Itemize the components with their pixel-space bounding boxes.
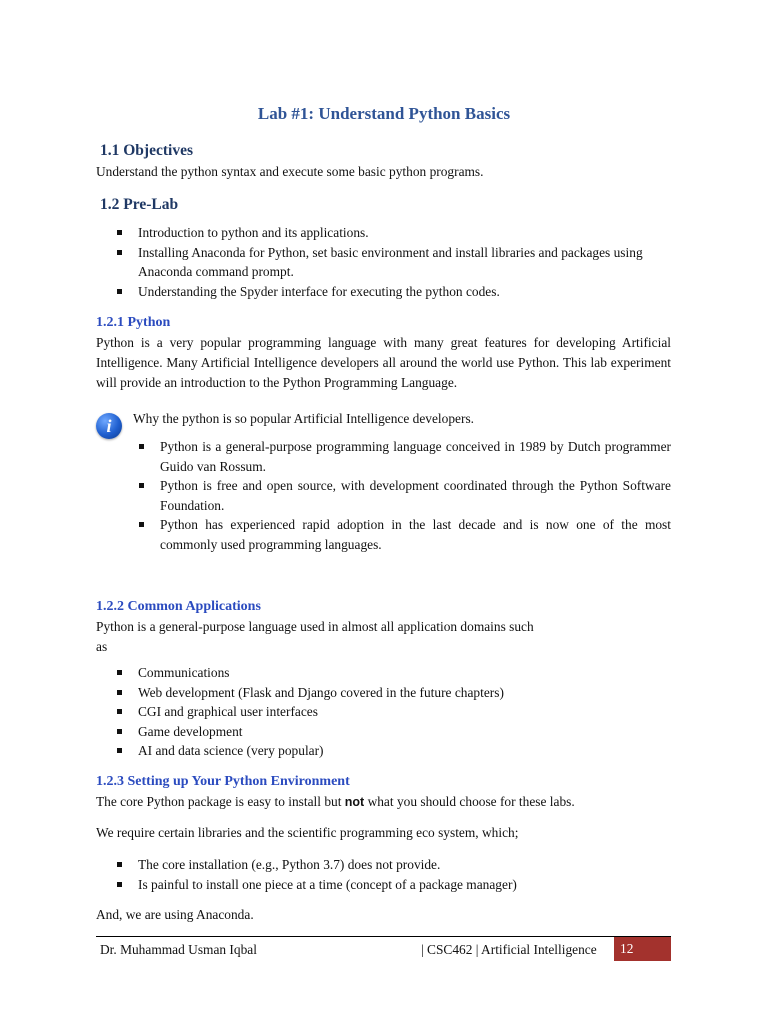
environment-text3: And, we are using Anaconda. [96,907,254,922]
list-item: Is painful to install one piece at a time (concept of a package manager) [116,875,671,895]
objectives-heading: 1.1 Objectives [100,142,193,159]
list-item: Game development [116,722,671,742]
info-intro: Why the python is so popular Artificial Intelligence developers. [133,411,474,426]
objectives-text: Understand the python syntax and execute some basic python programs. [96,164,484,179]
list-item: Python has experienced rapid adoption in the last decade and is now one of the most commonly used programming languages. [138,515,671,554]
list-item: Understanding the Spyder interface for executing the python codes. [116,282,671,302]
page-number: 12 [614,937,671,961]
environment-heading: 1.2.3 Setting up Your Python Environment [96,774,350,789]
list-item: Python is a general-purpose programming language conceived in 1989 by Dutch programmer Guido van Rossum. [138,437,671,476]
python-text: Python is a very popular programming language with many great features for developing Artificial Intelligence. Many Artificial Intelligence developers all around the world use Python. This lab experiment will provide an introduction to the Python Programming Language. [96,335,671,390]
environment-list [116,855,671,894]
environment-text-before: The core Python package is easy to install but [96,794,345,809]
list-item: Python is free and open source, with development coordinated through the Python Software Foundation. [138,476,671,515]
environment-text-after: what you should choose for these labs. [364,794,575,809]
prelab-list [116,223,671,301]
footer-course: | CSC462 | Artificial Intelligence [421,942,597,957]
environment-text2: We require certain libraries and the scientific programming eco system, which; [96,825,519,840]
footer-author: Dr. Muhammad Usman Iqbal [100,942,257,957]
footer-divider [96,936,671,937]
python-heading: 1.2.1 Python [96,315,171,330]
applications-list [116,663,671,761]
list-item: CGI and graphical user interfaces [116,702,671,722]
list-item: Communications [116,663,671,683]
list-item: AI and data science (very popular) [116,741,671,761]
info-icon: i [96,413,122,439]
applications-text-line2: as [96,639,108,654]
applications-heading: 1.2.2 Common Applications [96,599,261,614]
page-title: Lab #1: Understand Python Basics [257,104,511,123]
environment-text [96,794,575,810]
info-list [138,437,671,554]
list-item: Introduction to python and its applications. [116,223,671,243]
prelab-heading: 1.2 Pre-Lab [100,196,179,213]
list-item: Installing Anaconda for Python, set basic environment and install libraries and packages using Anaconda command prompt. [116,243,671,282]
list-item: The core installation (e.g., Python 3.7) does not provide. [116,855,671,875]
applications-text-line1: Python is a general-purpose language used in almost all application domains such [96,619,534,634]
environment-text-bold: not [344,795,365,809]
list-item: Web development (Flask and Django covered in the future chapters) [116,683,671,703]
